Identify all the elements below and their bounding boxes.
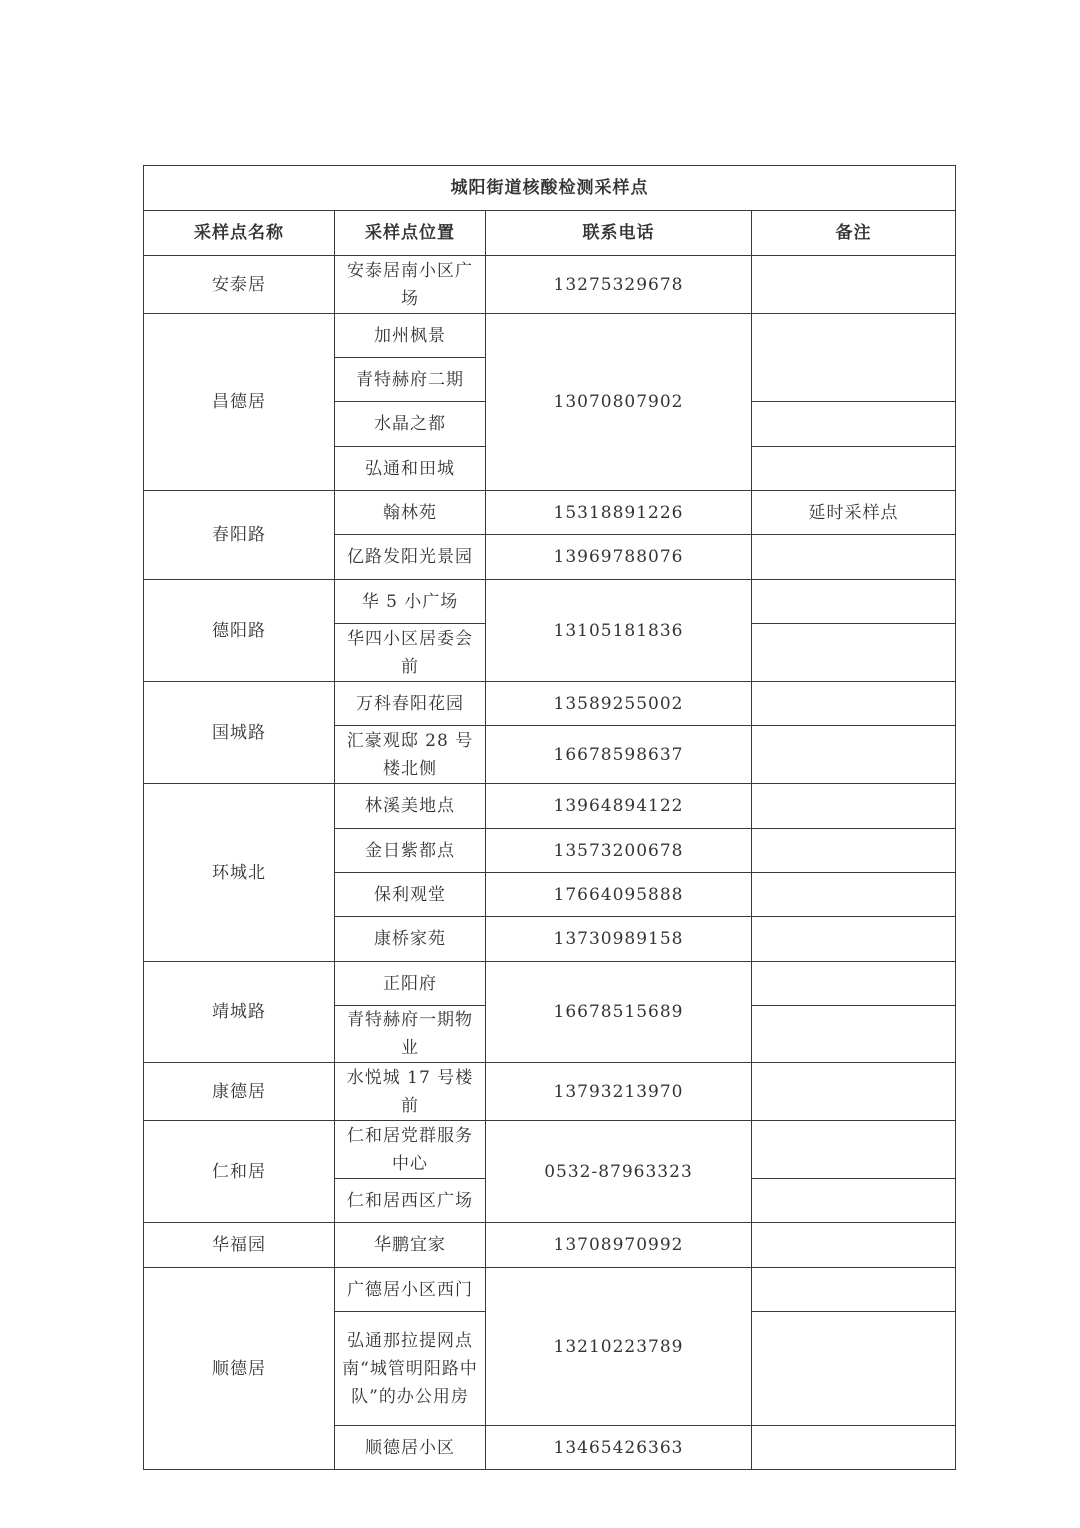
site-phone: 16678598637	[486, 726, 752, 784]
site-note	[752, 256, 956, 314]
table-row	[144, 580, 956, 624]
site-note	[752, 580, 956, 624]
site-location: 华四小区居委会前	[335, 624, 486, 682]
site-note	[752, 873, 956, 917]
site-location: 华 5 小广场	[335, 580, 486, 624]
site-name: 国城路	[144, 682, 335, 784]
site-location: 万科春阳花园	[335, 682, 486, 726]
site-phone: 13708970992	[486, 1223, 752, 1268]
table-row	[144, 1063, 956, 1121]
site-phone: 13964894122	[486, 784, 752, 829]
site-note	[752, 1223, 956, 1268]
site-location: 青特赫府二期	[335, 358, 486, 402]
site-location: 水晶之都	[335, 402, 486, 447]
site-phone: 13730989158	[486, 917, 752, 962]
site-name: 春阳路	[144, 491, 335, 580]
table-row	[144, 682, 956, 726]
site-note	[752, 962, 956, 1006]
site-phone: 13210223789	[486, 1268, 752, 1426]
site-phone: 13573200678	[486, 829, 752, 873]
site-note	[752, 624, 956, 682]
site-phone: 13969788076	[486, 535, 752, 580]
site-name: 德阳路	[144, 580, 335, 682]
site-name: 安泰居	[144, 256, 335, 314]
site-name: 康德居	[144, 1063, 335, 1121]
site-note	[752, 784, 956, 829]
site-name: 环城北	[144, 784, 335, 962]
site-note	[752, 917, 956, 962]
table-row	[144, 962, 956, 1006]
site-location: 仁和居西区广场	[335, 1179, 486, 1223]
site-location: 水悦城 17 号楼前	[335, 1063, 486, 1121]
header-site-name: 采样点名称	[144, 211, 335, 256]
site-location: 安泰居南小区广场	[335, 256, 486, 314]
site-phone: 13070807902	[486, 314, 752, 491]
site-location: 翰林苑	[335, 491, 486, 535]
site-phone: 13275329678	[486, 256, 752, 314]
site-note	[752, 1063, 956, 1121]
site-note	[752, 1006, 956, 1063]
site-note	[752, 314, 956, 402]
table-row	[144, 1268, 956, 1312]
site-note	[752, 447, 956, 491]
site-location: 金日紫都点	[335, 829, 486, 873]
table-row	[144, 1121, 956, 1179]
site-phone: 17664095888	[486, 873, 752, 917]
site-phone: 13589255002	[486, 682, 752, 726]
site-location: 康桥家苑	[335, 917, 486, 962]
site-location: 亿路发阳光景园	[335, 535, 486, 580]
header-notes: 备注	[752, 211, 956, 256]
site-location: 仁和居党群服务中心	[335, 1121, 486, 1179]
site-note	[752, 1121, 956, 1179]
site-note	[752, 1426, 956, 1470]
header-site-location: 采样点位置	[335, 211, 486, 256]
table-row	[144, 491, 956, 535]
site-location: 华鹏宜家	[335, 1223, 486, 1268]
table-row	[144, 784, 956, 829]
site-note	[752, 1312, 956, 1426]
site-location: 广德居小区西门	[335, 1268, 486, 1312]
site-location: 青特赫府一期物业	[335, 1006, 486, 1063]
site-phone: 0532-87963323	[486, 1121, 752, 1223]
site-location: 汇豪观邸 28 号楼北侧	[335, 726, 486, 784]
site-name: 昌德居	[144, 314, 335, 491]
table-title: 城阳街道核酸检测采样点	[144, 166, 956, 211]
site-phone: 13105181836	[486, 580, 752, 682]
site-name: 华福园	[144, 1223, 335, 1268]
site-location: 保利观堂	[335, 873, 486, 917]
table-row	[144, 314, 956, 358]
header-phone: 联系电话	[486, 211, 752, 256]
table-title-row	[144, 166, 956, 211]
site-location: 弘通和田城	[335, 447, 486, 491]
site-note	[752, 682, 956, 726]
site-phone: 13793213970	[486, 1063, 752, 1121]
site-phone: 13465426363	[486, 1426, 752, 1470]
site-name: 仁和居	[144, 1121, 335, 1223]
site-location: 弘通那拉提网点南“城管明阳路中队”的办公用房	[335, 1312, 486, 1426]
site-note: 延时采样点	[752, 491, 956, 535]
site-location: 林溪美地点	[335, 784, 486, 829]
site-location: 顺德居小区	[335, 1426, 486, 1470]
site-note	[752, 402, 956, 447]
site-location: 正阳府	[335, 962, 486, 1006]
site-phone: 16678515689	[486, 962, 752, 1063]
table-header-row	[144, 211, 956, 256]
site-note	[752, 726, 956, 784]
site-location: 加州枫景	[335, 314, 486, 358]
table-row	[144, 1223, 956, 1268]
site-note	[752, 1179, 956, 1223]
site-name: 靖城路	[144, 962, 335, 1063]
table-row	[144, 256, 956, 314]
site-note	[752, 535, 956, 580]
site-name: 顺德居	[144, 1268, 335, 1470]
sampling-sites-table	[143, 165, 956, 1470]
site-note	[752, 1268, 956, 1312]
site-phone: 15318891226	[486, 491, 752, 535]
site-note	[752, 829, 956, 873]
